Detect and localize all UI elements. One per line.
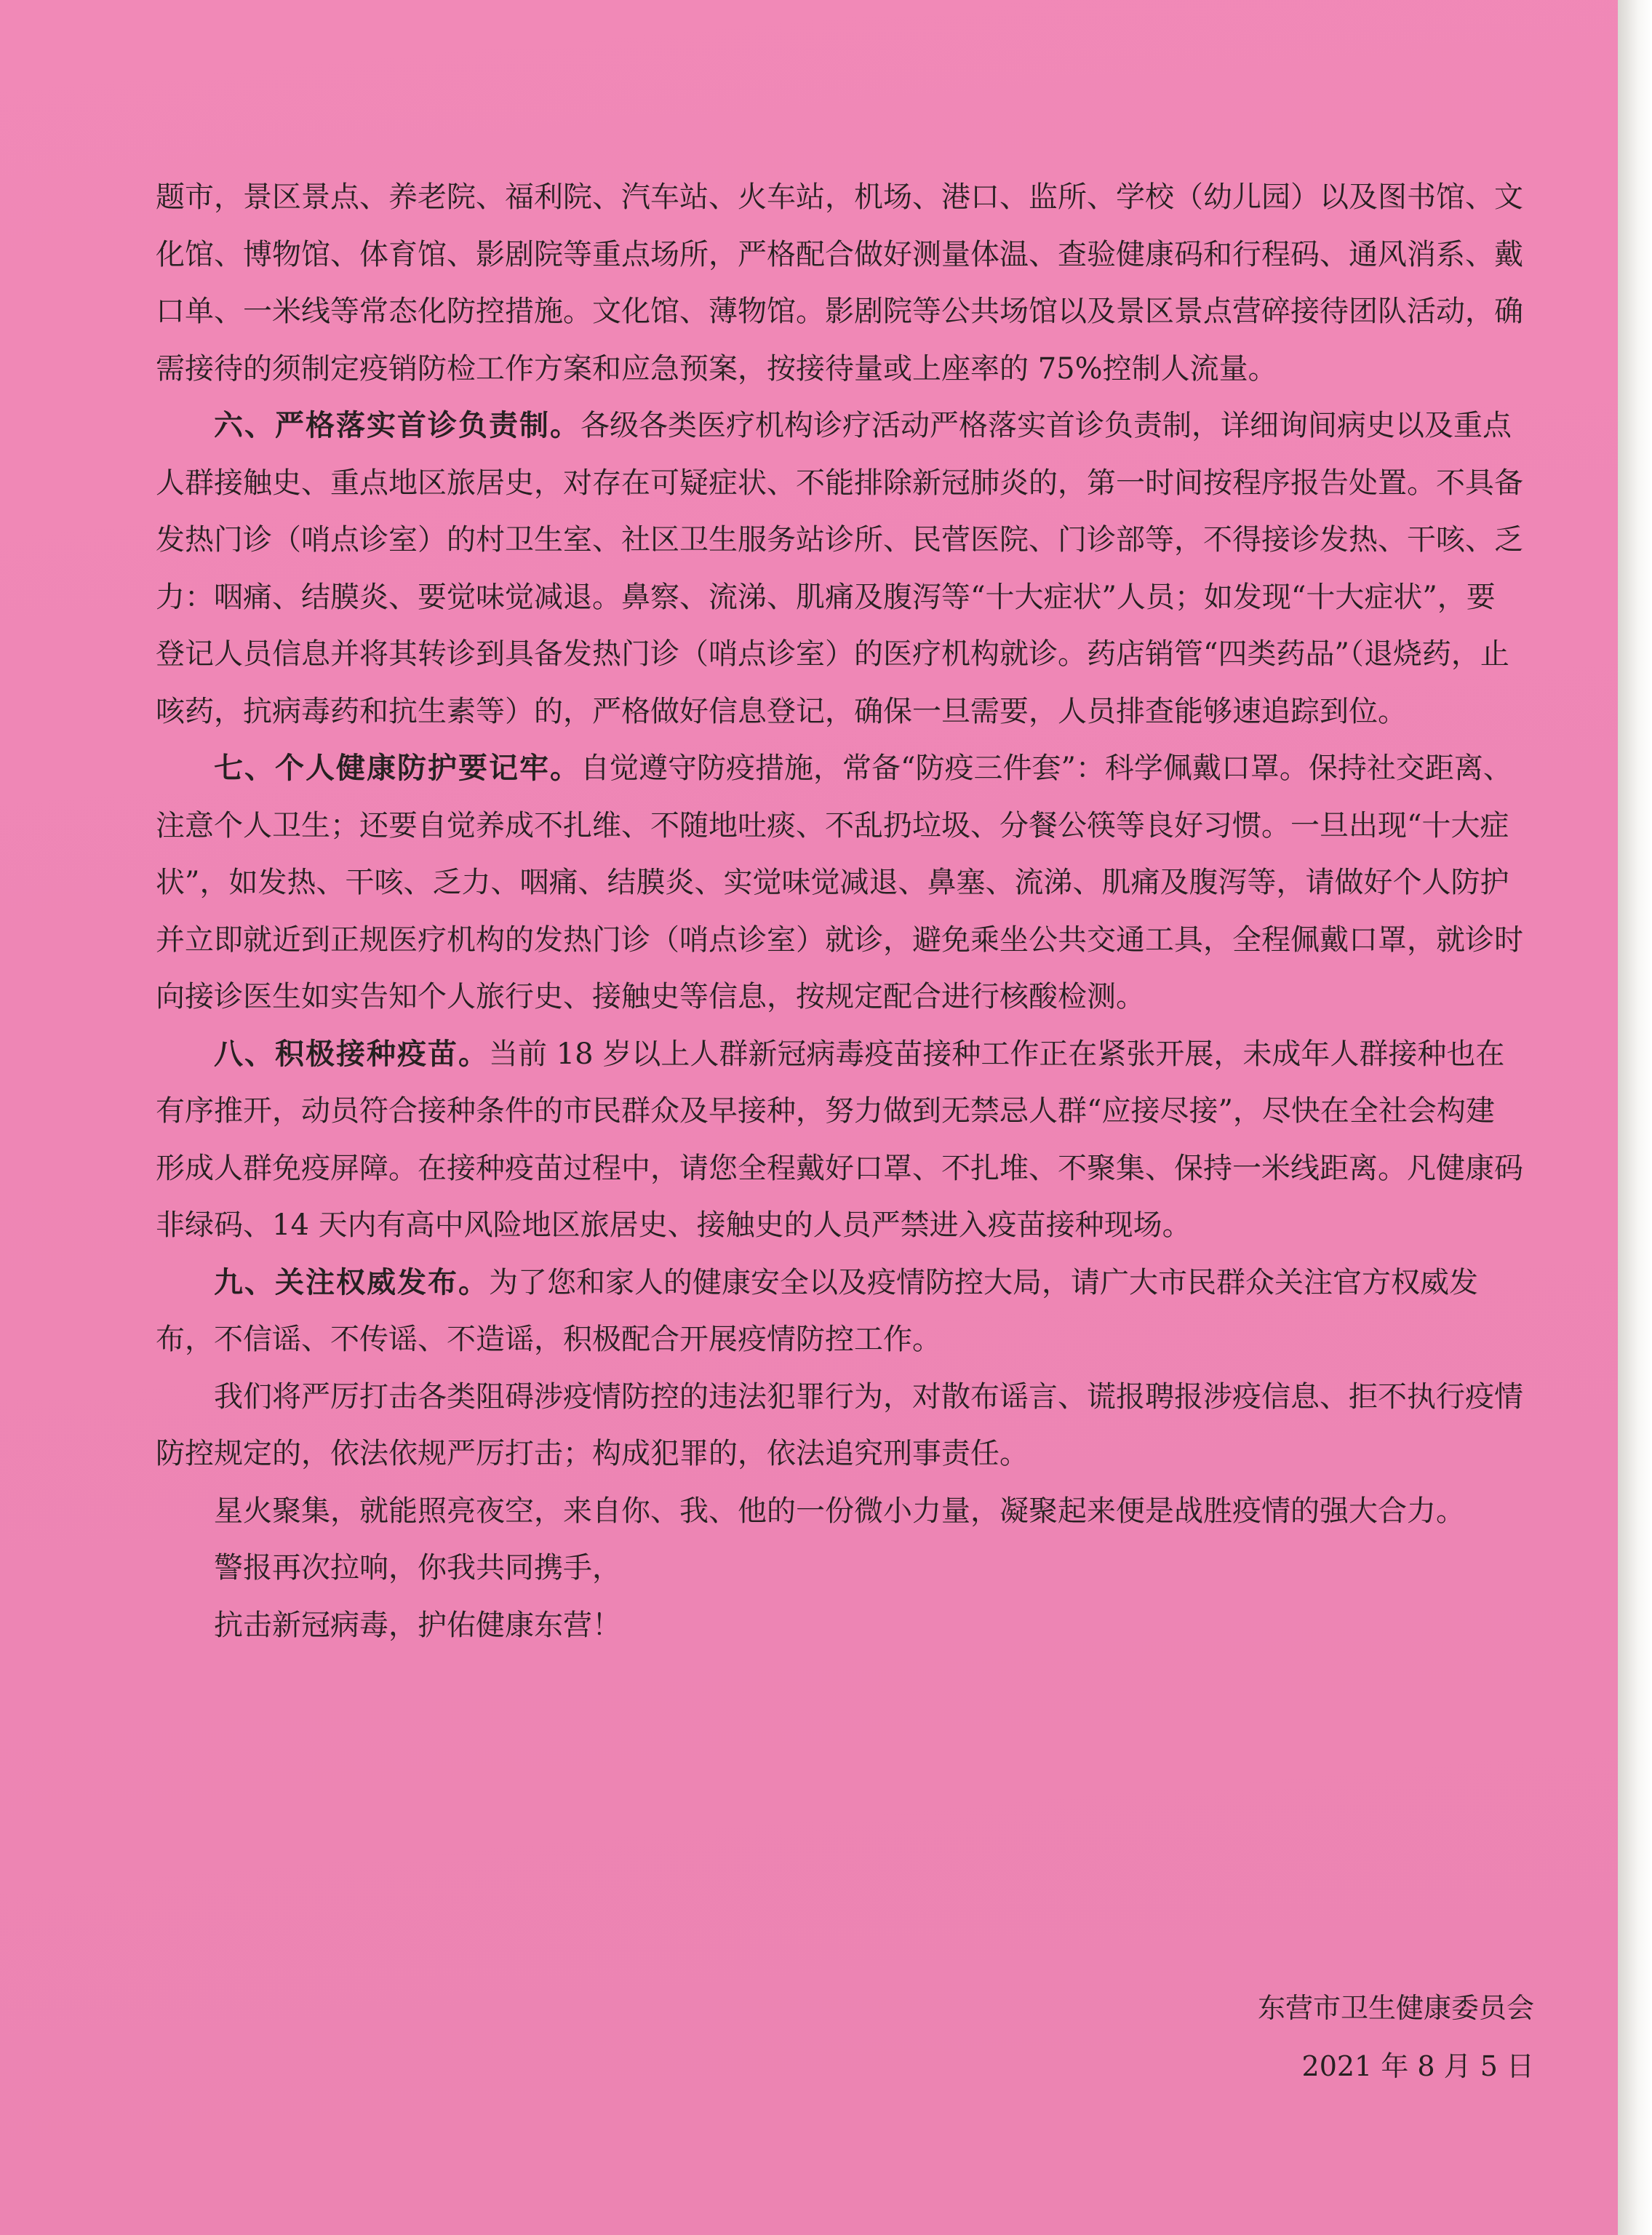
signature-date: 2021 年 8 月 5 日 xyxy=(1301,2050,1534,2082)
document-body xyxy=(156,169,1523,1654)
slogan-line: 抗击新冠病毒，护佑健康东营！ xyxy=(214,1608,621,1642)
slogan-line: 警报再次拉响，你我共同携手， xyxy=(214,1551,621,1585)
section-text: 自觉遵守防疫措施，常备“防疫三件套”：科学佩戴口罩。保持社交距离、注意个人卫生；还要自觉养成不扎维、不随地吐痰、不乱扔垃圾、分餐公筷等良好习惯。一旦出现“十大症状”，如发热、干咳、乏力、咽痛、结膜炎、实觉味觉减退、鼻塞、流涕、肌痛及腹泻等，请做好个人防护并立即就近到正规医疗机构的发热门诊（哨点诊室）就诊，避免乘坐公共交通工具，全程佩戴口罩，就诊时向接诊医生如实告知个人旅行史、接触史等信息，按规定配合进行核酸检测。 xyxy=(156,752,1523,1013)
closing-paragraph: 我们将严厉打击各类阻碍涉疫情防控的违法犯罪行为，对散布谣言、谎报聘报涉疫信息、拒不执行疫情防控规定的，依法依规严厉打击；构成犯罪的，依法追究刑事责任。 xyxy=(156,1379,1523,1470)
section-6 xyxy=(156,397,1523,740)
section-heading: 八、积极接种疫苗。 xyxy=(214,1036,489,1071)
section-text: 当前 18 岁以上人群新冠病毒疫苗接种工作正在紧张开展，未成年人群接种也在有序推开，动员符合接种条件的市民群众及早接种，努力做到无禁忌人群“应接尽接”，尽快在全社会构建形成人群免疫屏障。在接种疫苗过程中，请您全程戴好口罩、不扎堆、不聚集、保持一米线距离。凡健康码非绿码、14 天内有高中风险地区旅居史、接触史的人员严禁进入疫苗接种现场。 xyxy=(156,1037,1523,1242)
background-edge xyxy=(1618,0,1652,2235)
paragraph-continued: 题市，景区景点、养老院、福利院、汽车站、火车站，机场、港口、监所、学校（幼儿园）以及图书馆、文化馆、博物馆、体育馆、影剧院等重点场所，严格配合做好测量体温、查验健康码和行程码、通风消系、戴口单、一米线等常态化防控措施。文化馆、薄物馆。影剧院等公共场馆以及景区景点营碎接待团队活动，确需接待的须制定疫销防检工作方案和应急预案，按接待量或上座率的 75%控制人流量。 xyxy=(156,180,1523,386)
section-text: 各级各类医疗机构诊疗活动严格落实首诊负责制，详细询间病史以及重点人群接触史、重点地区旅居史，对存在可疑症状、不能排除新冠肺炎的，第一时间按程序报告处置。不具备发热门诊（哨点诊室）的村卫生室、社区卫生服务站诊所、民菅医院、门诊部等，不得接诊发热、干咳、乏力：咽痛、结膜炎、要觉味觉减退。鼻察、流涕、肌痛及腹泻等“十大症状”人员；如发现“十大症状”，要登记人员信息并将其转诊到具备发热门诊（哨点诊室）的医疗机构就诊。药店销管“四类药品”（退烧药，止咳药，抗病毒药和抗生素等）的，严格做好信息登记，确保一旦需要，人员排查能够速追踪到位。 xyxy=(156,409,1523,728)
section-9 xyxy=(156,1254,1523,1369)
section-heading: 九、关注权威发布。 xyxy=(214,1264,489,1299)
section-heading: 七、个人健康防护要记牢。 xyxy=(214,751,580,785)
section-heading: 六、严格落实首诊负责制。 xyxy=(214,408,580,442)
signature-org: 东营市卫生健康委员会 xyxy=(1257,1992,1534,2024)
signature-block xyxy=(1258,1979,1534,2095)
section-7 xyxy=(156,740,1523,1026)
closing-paragraph: 星火聚集，就能照亮夜空，来自你、我、他的一份微小力量，凝聚起来便是战胜疫情的强大合力。 xyxy=(214,1494,1465,1528)
section-text: 为了您和家人的健康安全以及疫情防控大局，请广大市民群众关注官方权威发布，不信谣、不传谣、不造谣，积极配合开展疫情防控工作。 xyxy=(156,1265,1478,1356)
section-8 xyxy=(156,1026,1523,1254)
